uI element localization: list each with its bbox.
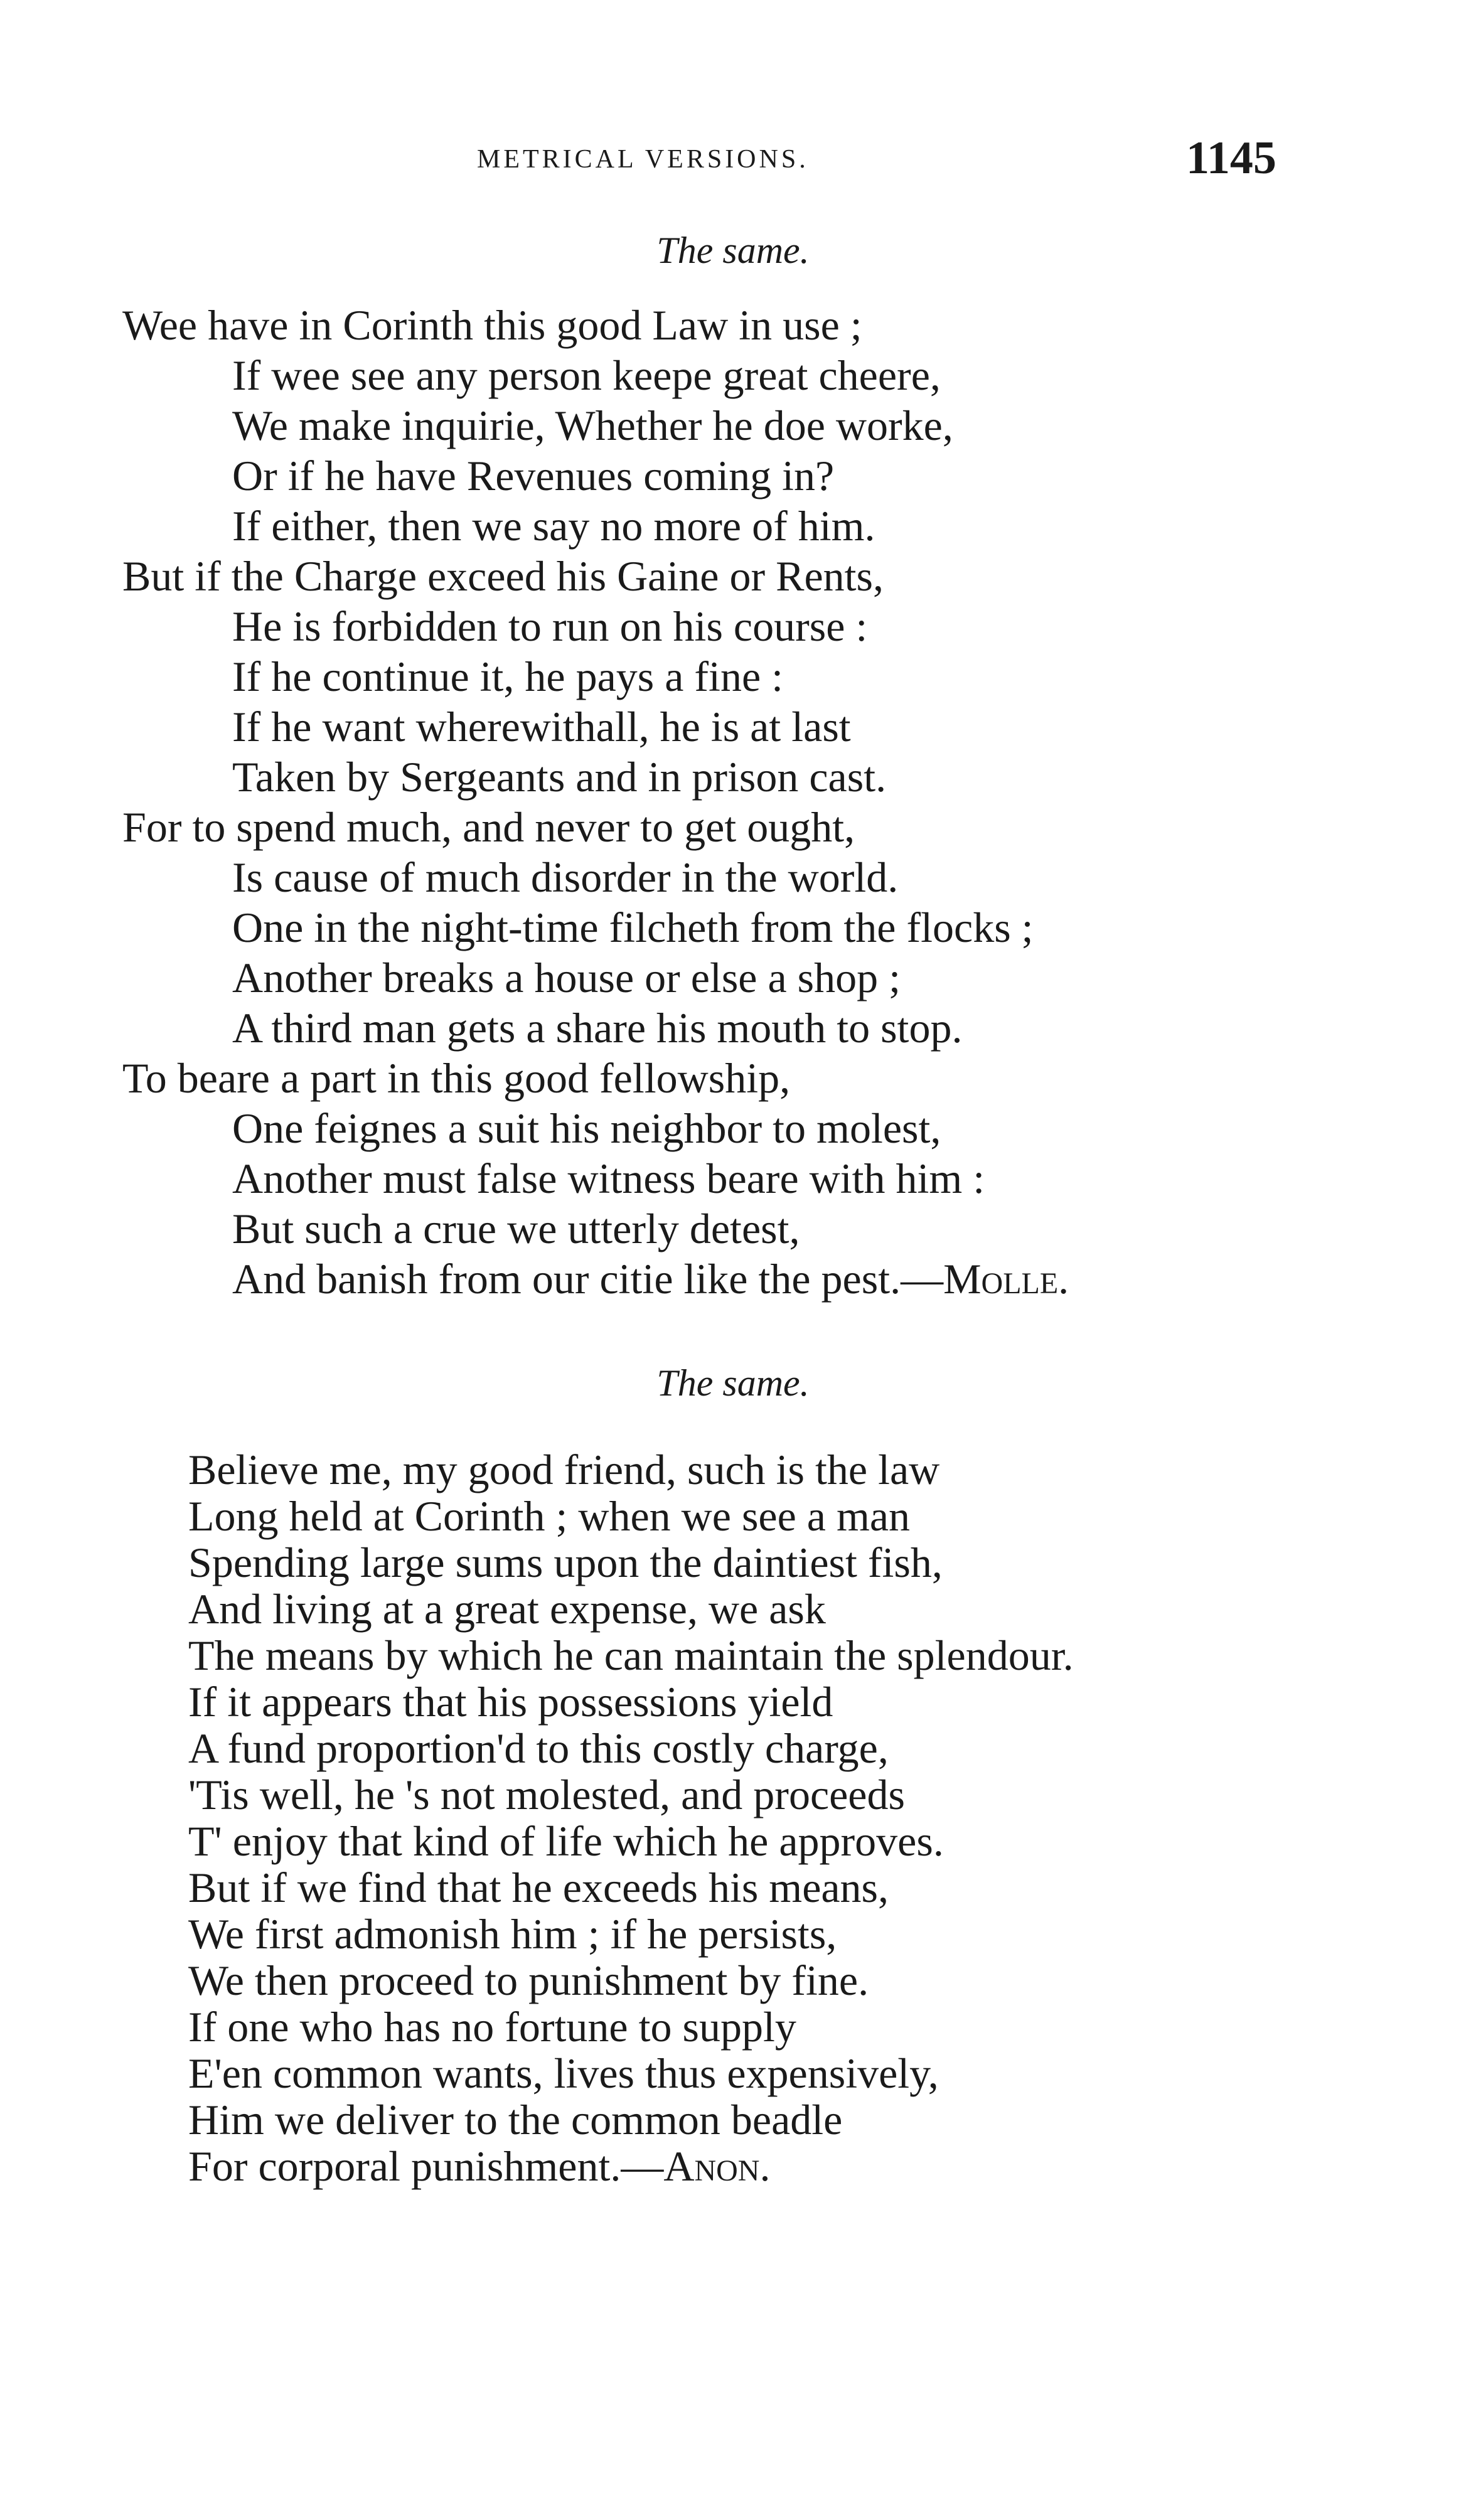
poem-line: Or if he have Revenues coming in? — [232, 452, 835, 499]
running-head-title: METRICAL VERSIONS. — [477, 145, 809, 174]
poem-line: E'en common wants, lives thus expensively, — [188, 2049, 939, 2097]
poem-line-text: For corporal punishment. — [188, 2142, 621, 2190]
poem-line: If it appears that his possessions yield — [188, 1678, 833, 1726]
attribution: —Molle. — [901, 1255, 1069, 1303]
poem-line: A fund proportion'd to this costly charge, — [188, 1724, 889, 1772]
poem-line: We make inquirie, Whether he doe worke, — [232, 402, 953, 449]
poem-line: One feignes a suit his neighbor to molest, — [232, 1104, 941, 1152]
poem-line: We then proceed to punishment by fine. — [188, 1957, 869, 2004]
page-number: 1145 — [1186, 132, 1276, 184]
poem-line: But if we find that he exceeds his means, — [188, 1864, 889, 1911]
poem-line: Taken by Sergeants and in prison cast. — [232, 753, 887, 801]
poem-line: Long held at Corinth ; when we see a man — [188, 1492, 911, 1540]
poem-line: He is forbidden to run on his course : — [232, 602, 868, 650]
poem-line: But such a crue we utterly detest, — [232, 1205, 800, 1252]
poem-line: Is cause of much disorder in the world. — [232, 853, 899, 901]
poem-line: Him we deliver to the common beadle — [188, 2096, 843, 2144]
poem-molle — [122, 300, 1069, 1304]
poem-line: If he want wherewithall, he is at last — [232, 703, 851, 750]
running-head — [0, 132, 1466, 182]
attribution: —Anon. — [621, 2142, 771, 2190]
poem-line: If one who has no fortune to supply — [188, 2003, 796, 2051]
poem-line: The means by which he can maintain the splendour. — [188, 1631, 1074, 1679]
poem-line-text: And banish from our citie like the pest. — [232, 1255, 901, 1303]
poem-line: Wee have in Corinth this good Law in use ; — [122, 301, 862, 349]
poem-line: One in the night-time filcheth from the flocks ; — [232, 904, 1034, 951]
poem-line: But if the Charge exceed his Gaine or Rents, — [122, 552, 884, 600]
poem-anon — [188, 1446, 1074, 2189]
poem-line: Spending large sums upon the daintiest fish, — [188, 1539, 943, 1586]
poem-line: Another breaks a house or else a shop ; — [232, 954, 901, 1001]
poem-line: If wee see any person keepe great cheere, — [232, 351, 941, 399]
poem-line: Believe me, my good friend, such is the law — [188, 1446, 940, 1493]
section-title: The same. — [656, 230, 810, 271]
poem-line: Another must false witness beare with him : — [232, 1155, 985, 1202]
poem-line: 'Tis well, he 's not molested, and proceeds — [188, 1771, 905, 1818]
poem-line: To beare a part in this good fellowship, — [122, 1054, 791, 1102]
poem-line-final — [122, 1254, 1069, 1304]
poem-line: For to spend much, and never to get ought, — [122, 803, 855, 851]
section-title: The same. — [656, 1362, 810, 1404]
poem-line: If he continue it, he pays a fine : — [232, 653, 784, 700]
poem-line: And living at a great expense, we ask — [188, 1585, 826, 1633]
poem-line-final — [188, 2143, 1074, 2189]
poem-line: If either, then we say no more of him. — [232, 502, 875, 550]
poem-line: We first admonish him ; if he persists, — [188, 1910, 837, 1958]
poem-line: A third man gets a share his mouth to stop. — [232, 1004, 963, 1052]
poem-line: T' enjoy that kind of life which he approves. — [188, 1817, 944, 1865]
